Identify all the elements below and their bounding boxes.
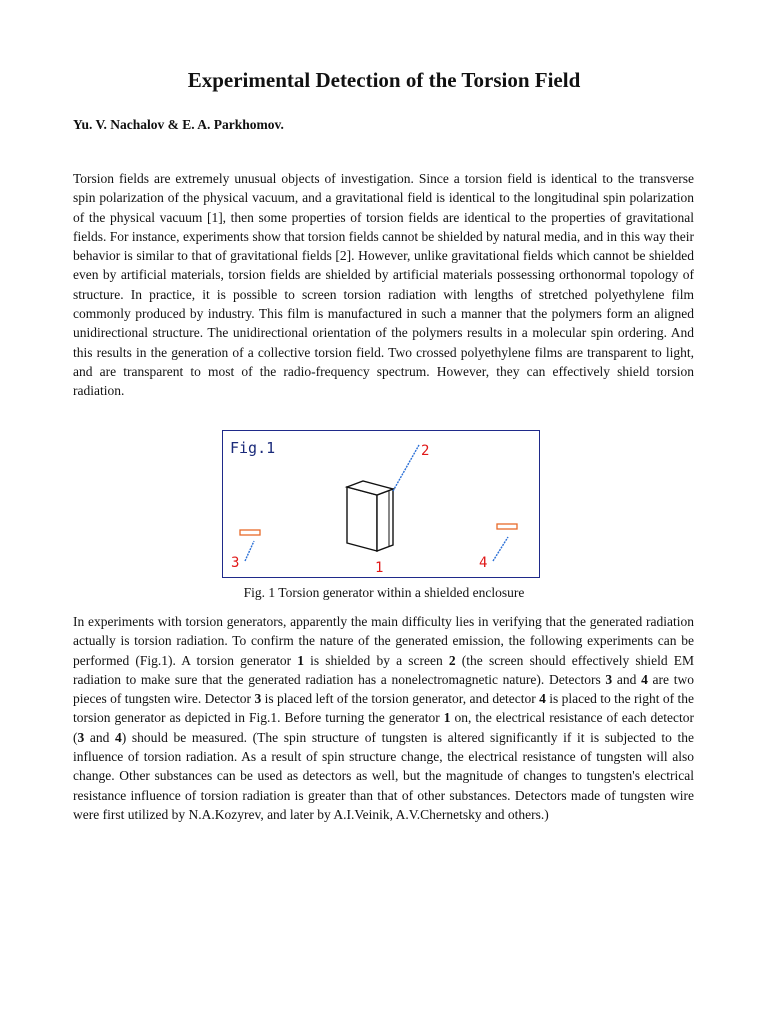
text-run: (the screen should effectively shield EM radiation to make sure that the generated radiation has a nonelectromagnetic nature). Detectors: [73, 652, 695, 687]
detector-left-line: [245, 541, 254, 561]
paragraph-experiment: [73, 612, 694, 824]
detector-left-shape: [240, 530, 260, 535]
text-run: and: [612, 671, 642, 687]
paper-authors: Yu. V. Nachalov & E. A. Parkhomov.: [73, 117, 284, 132]
marker-detector-left: 3: [231, 555, 240, 571]
marker-detector-right: 4: [479, 555, 488, 571]
bold-ref: 1: [297, 652, 304, 668]
torsion-generator-shape: [347, 481, 393, 551]
detector-right-line: [493, 537, 508, 561]
bold-ref: 2: [448, 652, 456, 668]
figure-label: Fig.1: [230, 439, 276, 457]
bold-ref: 4: [115, 729, 122, 745]
bold-ref: 3: [605, 671, 613, 687]
text-run: is placed left of the torsion generator, and detector: [261, 691, 540, 707]
text-run: and: [84, 729, 116, 745]
marker-screen: 2: [421, 443, 430, 459]
bold-ref: 1: [443, 710, 451, 726]
figure-diagram: [223, 431, 539, 577]
bold-ref: 3: [77, 729, 85, 745]
figure-caption: Fig. 1 Torsion generator within a shielded enclosure: [243, 585, 525, 600]
text-run: is placed to the right of the torsion generator as depicted in Fig.1. Before turning the generator: [73, 691, 695, 726]
text-run: is shielded by a screen: [303, 652, 449, 668]
bold-ref: 3: [254, 691, 262, 707]
text-run: are two pieces of tungsten wire. Detector: [73, 671, 694, 707]
text-run: ) should be measured. (The spin structure of tungsten is altered significantly if it is subjected to the influence of torsion radiation. As a result of spin structure change, the electrical resistance of tungsten will also change. Other substances can be used as detectors as well, but the magnitude of changes to tungsten's electrical resistance influence of torsion radiation is greater than that of other substances. Detectors made of tungsten wire were first utilized by N.A.Kozyrev, and later by A.I.Veinik, A.V.Chernetsky and others.): [73, 729, 694, 822]
paper-title: Experimental Detection of the Torsion Field: [187, 68, 581, 92]
text-run: In experiments with torsion generators, apparently the main difficulty lies in verifying that the generated radiation actually is torsion radiation. To confirm the nature of the generated emission, the following experiments can be performed (Fig.1). A torsion generator: [73, 614, 694, 668]
bold-ref: 4: [539, 691, 546, 707]
paragraph-intro: Torsion fields are extremely unusual objects of investigation. Since a torsion field is identical to the transverse spin polarization of the physical vacuum, and a gravitational field is identical to the longitudinal spin polarization of the physical vacuum [1], then some properties of torsion fields are identical to the properties of gravitational fields. For instance, experiments show that torsion fields cannot be shielded by natural media, and in this way their behavior is similar to that of gravitational fields [2]. However, unlike gravitational fields which cannot be shielded even by artificial materials, torsion fields are shielded by artificial materials possessing orthonormal topology of structure. In practice, it is possible to screen torsion radiation with lengths of stretched polyethylene film commonly produced by industry. This film is manufactured in such a manner that the polymers form an aligned unidirectional structure. The unidirectional orientation of the polymers results in a molecular spin ordering. And this results in the generation of a collective torsion field. Two crossed polyethylene films are transparent to light, and are transparent to most of the radio-frequency spectrum. However, they can effectively shield torsion radiation.: [73, 171, 694, 399]
bold-ref: 4: [641, 671, 648, 687]
text-run: on, the electrical resistance of each detector (: [73, 710, 694, 745]
figure-1: [222, 430, 540, 578]
detector-right-shape: [497, 524, 517, 529]
screen-line: [393, 445, 419, 491]
marker-generator: 1: [375, 560, 384, 576]
